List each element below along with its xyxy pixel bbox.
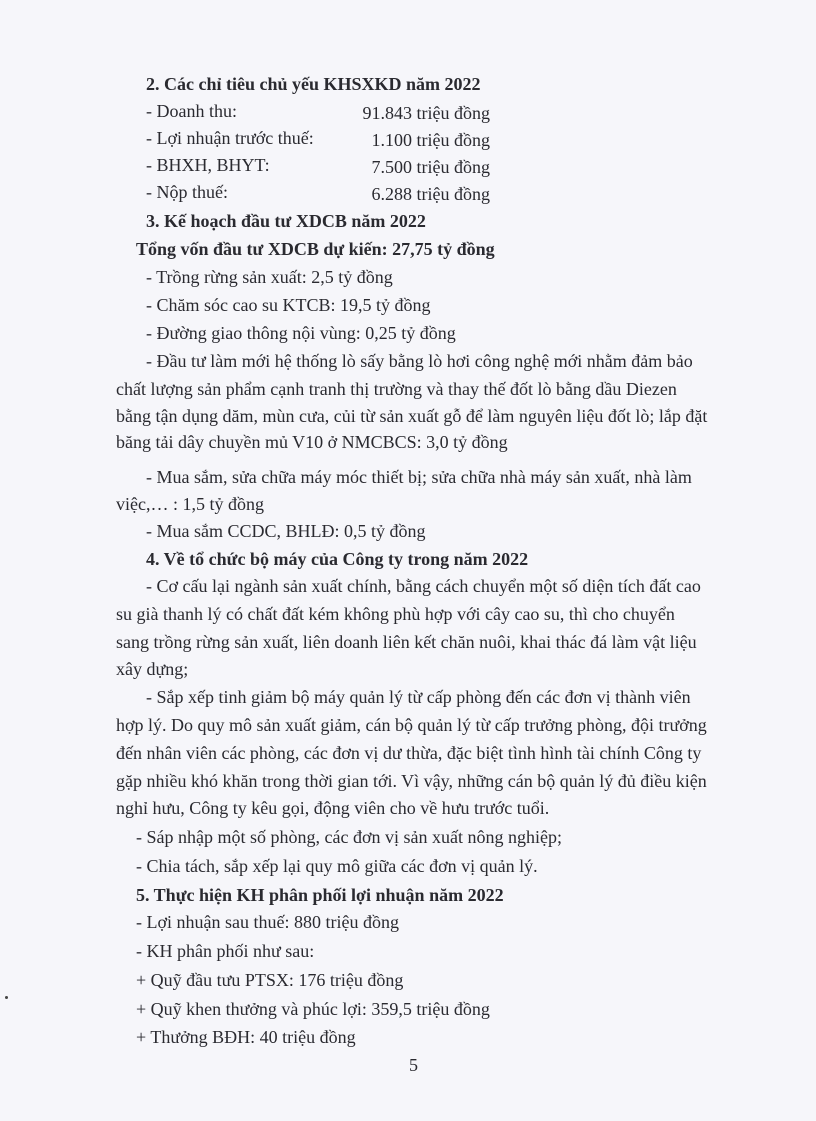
investment-item: - Mua sắm CCDC, BHLĐ: 0,5 tỷ đồng: [146, 521, 426, 541]
paragraph-line: gặp nhiều khó khăn trong thời gian tới. Vì vậy, những cán bộ quản lý đủ điều kiện: [116, 771, 707, 791]
section-4-heading: 4. Về tổ chức bộ máy của Công ty trong năm 2022: [146, 549, 529, 569]
section-5-heading: 5. Thực hiện KH phân phối lợi nhuận năm 2022: [136, 885, 504, 905]
target-value-insurance: 7.500 triệu đồng: [371, 157, 490, 177]
paragraph-line: đến nhân viên các phòng, các đơn vị dư thừa, đặc biệt tình hình tài chính Công ty: [116, 743, 702, 763]
investment-item-line: chất lượng sản phẩm cạnh tranh thị trường và thay thế đốt lò bằng dầu Diezen: [116, 379, 677, 399]
paragraph-line: - Sắp xếp tinh giảm bộ máy quản lý từ cấp phòng đến các đơn vị thành viên: [146, 687, 691, 707]
paragraph-line: su già thanh lý có chất đất kém không phù hợp với cây cao su, thì cho chuyển: [116, 604, 675, 624]
target-value-revenue: 91.843 triệu đồng: [362, 103, 490, 123]
investment-item: - Trồng rừng sản xuất: 2,5 tỷ đồng: [146, 267, 393, 287]
target-value-pretax-profit: 1.100 triệu đồng: [371, 130, 490, 150]
investment-item-line: băng tải dây chuyền mủ V10 ở NMCBCS: 3,0 tỷ đồng: [116, 432, 508, 452]
section-3-subheading: Tổng vốn đầu tư XDCB dự kiến: 27,75 tỷ đồng: [136, 239, 495, 259]
target-label-revenue: - Doanh thu:: [146, 101, 237, 121]
section-3-heading: 3. Kế hoạch đầu tư XDCB năm 2022: [146, 211, 426, 231]
investment-item: - Đường giao thông nội vùng: 0,25 tỷ đồng: [146, 323, 456, 343]
paragraph-line: - Sáp nhập một số phòng, các đơn vị sản xuất nông nghiệp;: [136, 827, 562, 847]
investment-item-line: việc,… : 1,5 tỷ đồng: [116, 494, 264, 514]
target-label-pretax-profit: - Lợi nhuận trước thuế:: [146, 128, 314, 148]
section-2-heading: 2. Các chỉ tiêu chủ yếu KHSXKD năm 2022: [146, 74, 481, 94]
page-number: 5: [409, 1055, 418, 1075]
target-label-insurance: - BHXH, BHYT:: [146, 155, 270, 175]
paragraph-line: - Chia tách, sắp xếp lại quy mô giữa các đơn vị quản lý.: [136, 856, 538, 876]
paragraph-line: xây dựng;: [116, 659, 189, 679]
distribution-item: + Quỹ khen thưởng và phúc lợi: 359,5 triệu đồng: [136, 999, 490, 1019]
investment-item-line: - Mua sắm, sửa chữa máy móc thiết bị; sửa chữa nhà máy sản xuất, nhà làm: [146, 467, 692, 487]
paragraph-line: sang trồng rừng sản xuất, liên doanh liên kết chăn nuôi, khai thác đá làm vật liệu: [116, 632, 697, 652]
target-value-tax: 6.288 triệu đồng: [371, 184, 490, 204]
investment-item: - Chăm sóc cao su KTCB: 19,5 tỷ đồng: [146, 295, 431, 315]
paragraph-line: nghỉ hưu, Công ty kêu gọi, động viên cho về hưu trước tuổi.: [116, 798, 550, 818]
distribution-item: + Thưởng BĐH: 40 triệu đồng: [136, 1027, 356, 1047]
distribution-item: - Lợi nhuận sau thuế: 880 triệu đồng: [136, 912, 399, 932]
distribution-item: - KH phân phối như sau:: [136, 941, 315, 961]
scan-speck: [5, 996, 8, 999]
investment-item-line: - Đầu tư làm mới hệ thống lò sấy bằng lò hơi công nghệ mới nhằm đảm bảo: [146, 351, 693, 371]
investment-item-line: bằng tận dụng dăm, mùn cưa, củi từ sản xuất gỗ để làm nguyên liệu đốt lò; lắp đặt: [116, 406, 708, 426]
target-label-tax: - Nộp thuế:: [146, 182, 228, 202]
paragraph-line: - Cơ cấu lại ngành sản xuất chính, bằng cách chuyển một số diện tích đất cao: [146, 576, 701, 596]
paragraph-line: hợp lý. Do quy mô sản xuất giảm, cán bộ quản lý từ cấp trưởng phòng, đội trưởng: [116, 715, 707, 735]
distribution-item: + Quỹ đầu tưu PTSX: 176 triệu đồng: [136, 970, 404, 990]
